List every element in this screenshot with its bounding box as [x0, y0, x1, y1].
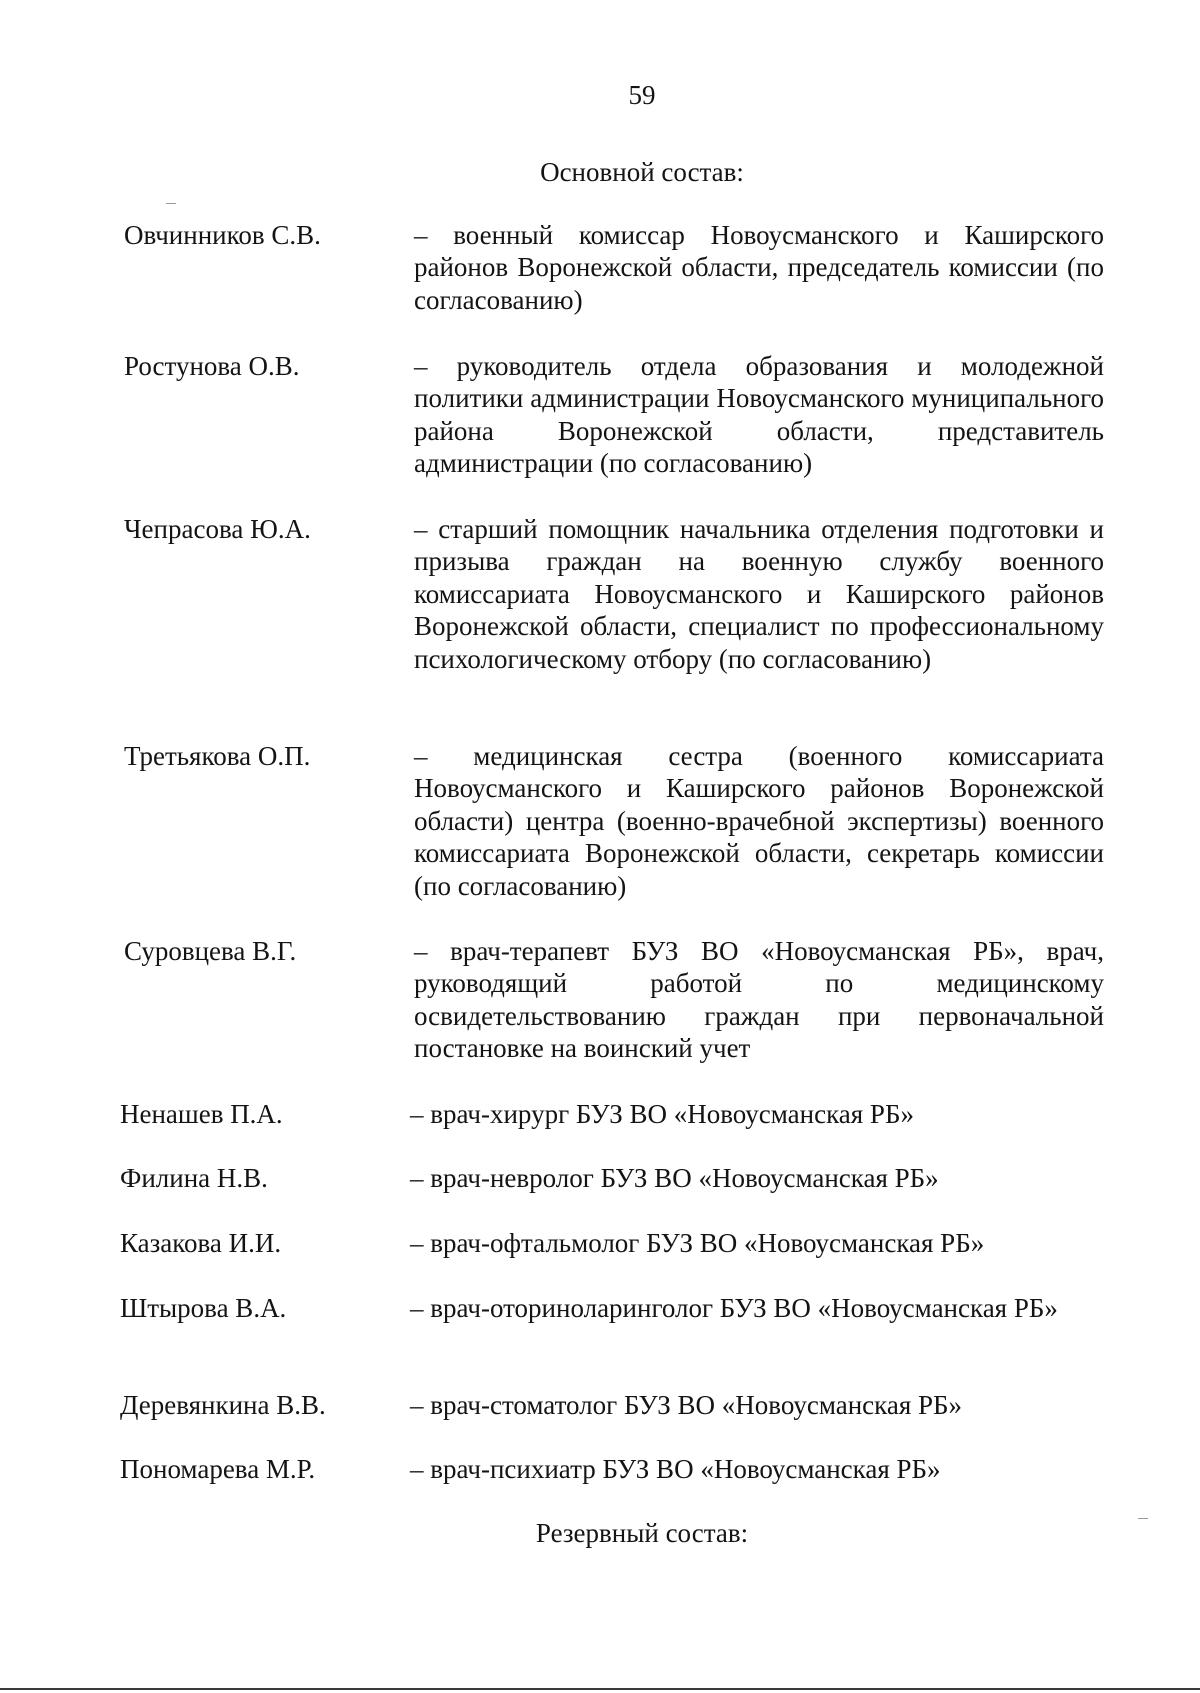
member-name: Деревянкина В.В. — [120, 1390, 326, 1420]
member-name: Филина Н.В. — [120, 1163, 268, 1193]
reserve-composition-heading: Резервный состав: — [535, 1518, 749, 1548]
member-role: – врач-оториноларинголог БУЗ ВО «Новоусманская РБ» — [410, 1293, 1058, 1323]
member-role: – врач-невролог БУЗ ВО «Новоусманская РБ» — [410, 1163, 939, 1193]
member-name: Овчинников С.В. — [124, 220, 321, 250]
scan-speck — [1138, 1518, 1148, 1519]
member-role: – врач-стоматолог БУЗ ВО «Новоусманская РБ» — [410, 1390, 963, 1420]
member-role: – врач-терапевт БУЗ ВО «Новоусманская РБ», врач, руководящий работой по медицинскому освидетельствованию граждан при первоначальной постановке на воинский учет — [414, 936, 1104, 1064]
main-composition-heading: Основной состав: — [540, 157, 744, 187]
member-role: – врач-хирург БУЗ ВО «Новоусманская РБ» — [410, 1099, 914, 1129]
member-role: – военный комиссар Новоусманского и Каширского районов Воронежской области, председатель комиссии (по согласованию) — [414, 220, 1104, 315]
member-role: – старший помощник начальника отделения подготовки и призыва граждан на военную службу военного комиссариата Новоусманского и Каширского районов Воронежской области, специалист по профессиональному психологическому отбору (по согласованию) — [414, 514, 1104, 674]
member-name: Третьякова О.П. — [124, 741, 311, 771]
page-number: 59 — [628, 80, 656, 110]
member-name: Казакова И.И. — [120, 1228, 282, 1258]
member-role: – руководитель отдела образования и молодежной политики администрации Новоусманского муниципального района Воронежской области, представитель администрации (по согласованию) — [414, 351, 1104, 479]
scan-speck — [166, 203, 176, 204]
member-role: – врач-офтальмолог БУЗ ВО «Новоусманская РБ» — [410, 1228, 985, 1258]
member-role: – медицинская сестра (военного комиссариата Новоусманского и Каширского районов Воронежской области) центра (военно-врачебной экспертизы) военного комиссариата Воронежской области, секретарь комиссии (по согласованию) — [414, 741, 1104, 901]
member-role: – врач-психиатр БУЗ ВО «Новоусманская РБ» — [410, 1454, 941, 1484]
member-name: Суровцева В.Г. — [124, 936, 297, 966]
member-name: Ненашев П.А. — [120, 1099, 283, 1129]
scan-bottom-edge — [0, 1688, 1200, 1690]
member-name: Пономарева М.Р. — [120, 1454, 316, 1484]
member-name: Штырова В.А. — [120, 1293, 287, 1323]
member-name: Чепрасова Ю.А. — [124, 514, 311, 544]
member-name: Ростунова О.В. — [124, 351, 300, 381]
